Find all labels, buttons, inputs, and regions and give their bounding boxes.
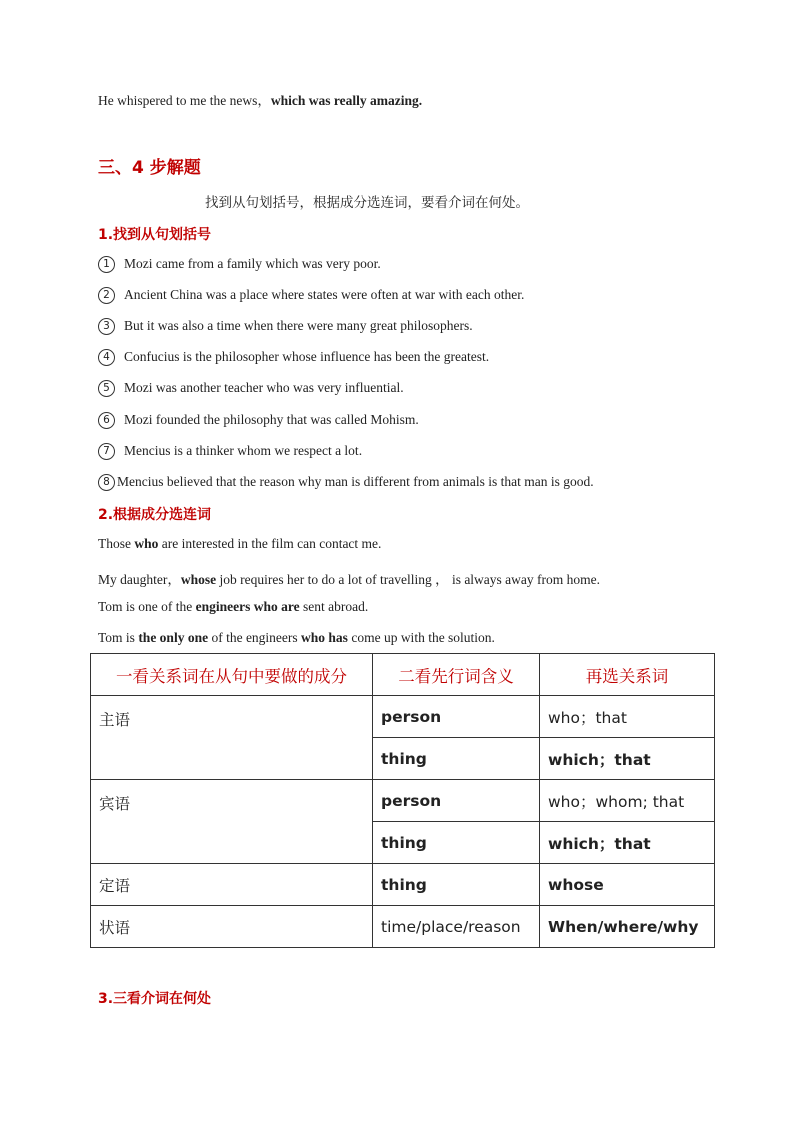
list-item bbox=[98, 380, 404, 397]
item-text: Mencius believed that the reason why man is different from animals is that man is good. bbox=[117, 474, 594, 489]
bold-part: who has bbox=[301, 630, 348, 645]
table-row bbox=[91, 864, 715, 906]
list-item bbox=[98, 318, 473, 335]
item-number: 4 bbox=[98, 349, 115, 366]
bold-part: whose bbox=[180, 572, 217, 587]
antecedent-cell: person bbox=[373, 780, 540, 822]
item-text: Mozi was another teacher who was very influential. bbox=[124, 380, 404, 395]
example-sentence-1 bbox=[98, 536, 381, 552]
item-number: 7 bbox=[98, 443, 115, 460]
intro-bold: which was really amazing. bbox=[270, 93, 423, 108]
table-row bbox=[91, 696, 715, 738]
item-number: 3 bbox=[98, 318, 115, 335]
table-header: 一看关系词在从句中要做的成分 bbox=[91, 654, 373, 696]
role-cell: 宾语 bbox=[91, 780, 373, 864]
text-part: job requires her to do a lot of travelling ， is always away from home. bbox=[216, 572, 601, 587]
list-item bbox=[98, 256, 381, 273]
antecedent-cell: time/place/reason bbox=[373, 906, 540, 948]
antecedent-cell: person bbox=[373, 696, 540, 738]
table-header: 再选关系词 bbox=[540, 654, 715, 696]
example-sentence-3 bbox=[98, 599, 368, 615]
role-cell: 定语 bbox=[91, 864, 373, 906]
step1-title: 1.找到从句划括号 bbox=[98, 227, 212, 243]
example-sentence-4 bbox=[98, 630, 495, 646]
text-part: Tom is bbox=[98, 630, 139, 645]
rule-line: 找到从句划括号，根据成分选连词，要看介词在何处。 bbox=[205, 195, 529, 211]
section-title: 三、4 步解题 bbox=[98, 158, 201, 178]
table-row bbox=[91, 906, 715, 948]
list-item bbox=[98, 412, 419, 429]
item-number: 2 bbox=[98, 287, 115, 304]
item-text: Mozi founded the philosophy that was called Mohism. bbox=[124, 412, 419, 427]
relative-cell: When/where/why bbox=[540, 906, 715, 948]
table-header-row bbox=[91, 654, 715, 696]
bold-part: the only one bbox=[138, 630, 209, 645]
item-number: 6 bbox=[98, 412, 115, 429]
relative-cell: whose bbox=[540, 864, 715, 906]
relative-cell: who；that bbox=[540, 696, 715, 738]
table-header: 二看先行词含义 bbox=[373, 654, 540, 696]
list-item bbox=[98, 474, 594, 491]
item-number: 8 bbox=[98, 474, 115, 491]
antecedent-cell: thing bbox=[373, 864, 540, 906]
role-cell: 主语 bbox=[91, 696, 373, 780]
text-part: come up with the solution. bbox=[347, 630, 495, 645]
relative-cell: who；whom; that bbox=[540, 780, 715, 822]
role-cell: 状语 bbox=[91, 906, 373, 948]
intro-sentence bbox=[98, 89, 422, 109]
text-part: sent abroad. bbox=[299, 599, 369, 614]
step2-title: 2.根据成分选连词 bbox=[98, 507, 212, 523]
antecedent-cell: thing bbox=[373, 738, 540, 780]
list-item bbox=[98, 349, 489, 366]
text-part: Tom is one of the bbox=[98, 599, 196, 614]
item-number: 1 bbox=[98, 256, 115, 273]
item-text: Mencius is a thinker whom we respect a lot. bbox=[124, 443, 363, 458]
example-sentence-2 bbox=[98, 568, 600, 588]
text-part: are interested in the film can contact me. bbox=[158, 536, 382, 551]
item-text: But it was also a time when there were many great philosophers. bbox=[124, 318, 473, 333]
relative-cell: which；that bbox=[540, 738, 715, 780]
bold-part: who bbox=[134, 536, 159, 551]
text-part: Those bbox=[98, 536, 135, 551]
relative-pronoun-table bbox=[90, 653, 715, 948]
table-row bbox=[91, 780, 715, 822]
item-text: Confucius is the philosopher whose influence has been the greatest. bbox=[124, 349, 490, 364]
text-part: My daughter， bbox=[98, 572, 181, 587]
item-text: Mozi came from a family which was very poor. bbox=[124, 256, 381, 271]
intro-plain: He whispered to me the news， bbox=[98, 93, 271, 108]
item-text: Ancient China was a place where states were often at war with each other. bbox=[124, 287, 525, 302]
text-part: of the engineers bbox=[208, 630, 302, 645]
bold-part: engineers who are bbox=[195, 599, 300, 614]
list-item bbox=[98, 443, 362, 460]
relative-cell: which；that bbox=[540, 822, 715, 864]
antecedent-cell: thing bbox=[373, 822, 540, 864]
step3-title: 3.三看介词在何处 bbox=[98, 991, 212, 1007]
item-number: 5 bbox=[98, 380, 115, 397]
list-item bbox=[98, 287, 524, 304]
